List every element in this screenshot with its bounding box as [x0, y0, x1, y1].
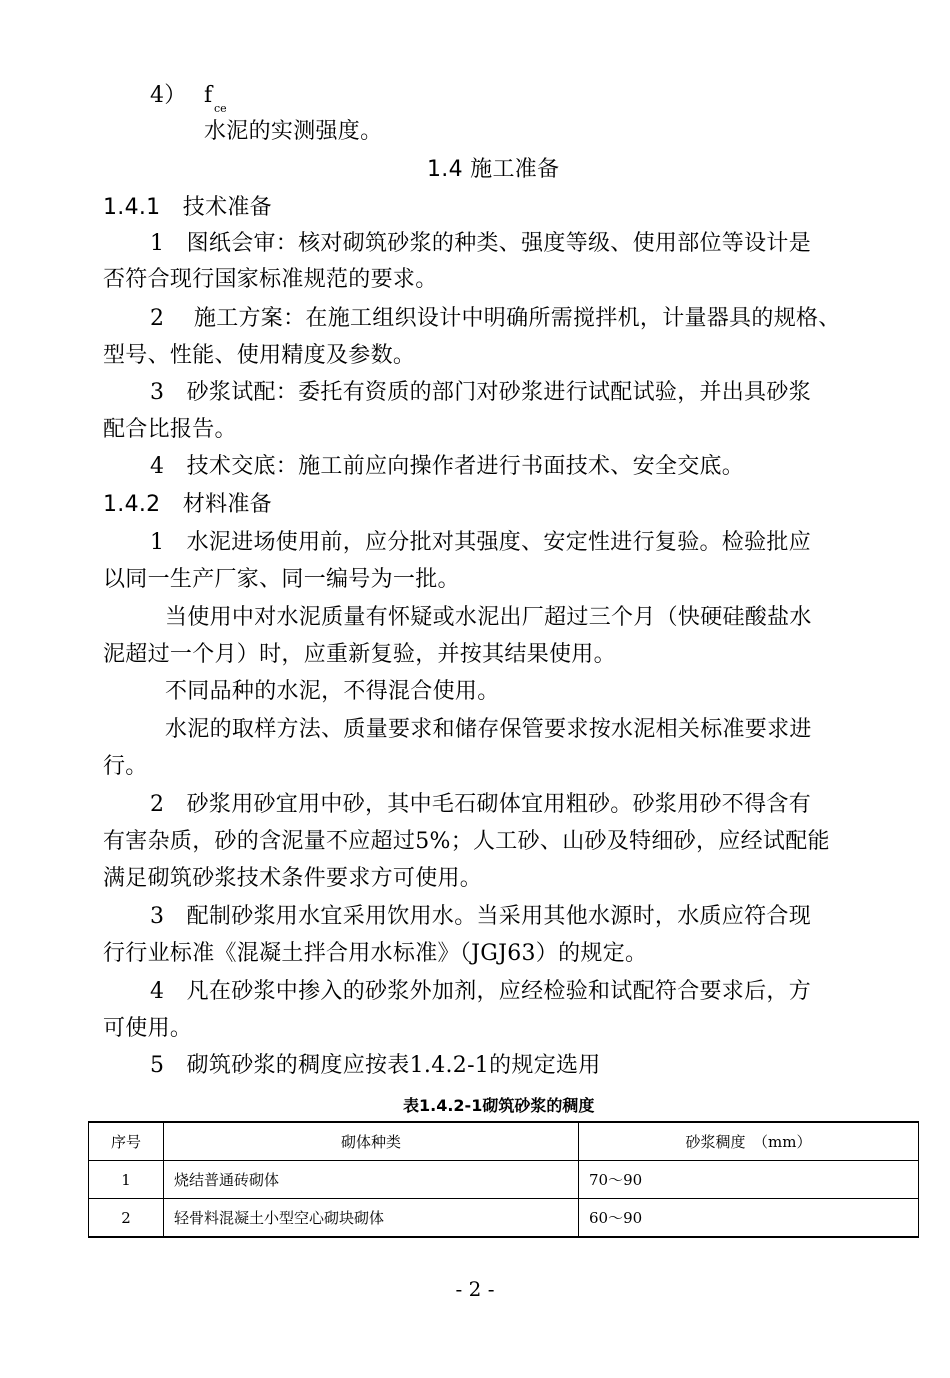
paragraph-line: 1 图纸会审：核对砌筑砂浆的种类、强度等级、使用部位等设计是: [150, 231, 811, 256]
cell-masonry-type: 烧结普通砖砌体: [164, 1161, 579, 1199]
paragraph-line: 型号、性能、使用精度及参数。: [103, 343, 416, 368]
table-row: [89, 1161, 919, 1199]
paragraph-line: 5 砌筑砂浆的稠度应按表1.4.2-1的规定选用: [150, 1053, 601, 1078]
paragraph-line: 可使用。: [103, 1016, 193, 1041]
paragraph-line: 水泥的取样方法、质量要求和储存保管要求按水泥相关标准要求进: [165, 717, 812, 742]
column-header-no: 序号: [89, 1122, 164, 1161]
paragraph-line: 配合比报告。: [103, 417, 237, 442]
list-marker: 4）: [150, 83, 187, 108]
formula-description: 水泥的实测强度。: [204, 119, 383, 144]
paragraph-line: 行。: [103, 754, 148, 779]
paragraph-line: 否符合现行国家标准规范的要求。: [103, 267, 438, 292]
paragraph-line: 行行业标准《混凝土拌合用水标准》（JGJ63）的规定。: [103, 941, 648, 966]
cell-no: 1: [89, 1161, 164, 1199]
subsection-heading-1-4-1: 1.4.1 技术准备: [103, 195, 272, 220]
column-header-consistency: 砂浆稠度 （mm）: [579, 1122, 919, 1161]
paragraph-line: 3 配制砂浆用水宜采用饮用水。当采用其他水源时，水质应符合现: [150, 904, 811, 929]
cell-no: 2: [89, 1199, 164, 1238]
paragraph-line: 2 施工方案：在施工组织设计中明确所需搅拌机，计量器具的规格、: [150, 306, 841, 331]
cell-consistency: 60～90: [579, 1199, 919, 1238]
page-number: - 2 -: [455, 1277, 495, 1301]
cell-consistency: 70～90: [579, 1161, 919, 1199]
paragraph-line: 以同一生产厂家、同一编号为一批。: [103, 567, 460, 592]
paragraph-line: 3 砂浆试配：委托有资质的部门对砂浆进行试配试验，并出具砂浆: [150, 380, 811, 405]
mortar-consistency-table: [88, 1121, 919, 1238]
table-header-row: [89, 1122, 919, 1161]
table-row: [89, 1199, 919, 1238]
formula-subscript: ce: [214, 102, 227, 115]
paragraph-line: 4 技术交底：施工前应向操作者进行书面技术、安全交底。: [150, 454, 745, 479]
paragraph-line: 满足砌筑砂浆技术条件要求方可使用。: [103, 866, 483, 891]
formula-symbol: f: [204, 83, 213, 108]
table-caption: 表1.4.2-1砌筑砂浆的稠度: [403, 1096, 595, 1115]
cell-masonry-type: 轻骨料混凝土小型空心砌块砌体: [164, 1199, 579, 1238]
paragraph-line: 当使用中对水泥质量有怀疑或水泥出厂超过三个月（快硬硅酸盐水: [165, 605, 812, 630]
paragraph-line: 1 水泥进场使用前，应分批对其强度、安定性进行复验。检验批应: [150, 530, 811, 555]
paragraph-line: 泥超过一个月）时，应重新复验，并按其结果使用。: [103, 642, 616, 667]
subsection-heading-1-4-2: 1.4.2 材料准备: [103, 492, 272, 517]
column-header-masonry-type: 砌体种类: [164, 1122, 579, 1161]
paragraph-line: 有害杂质，砂的含泥量不应超过5%；人工砂、山砂及特细砂，应经试配能: [103, 829, 830, 854]
section-title: 1.4 施工准备: [427, 157, 560, 182]
paragraph-line: 4 凡在砂浆中掺入的砂浆外加剂，应经检验和试配符合要求后，方: [150, 979, 811, 1004]
paragraph-line: 不同品种的水泥，不得混合使用。: [165, 679, 500, 704]
paragraph-line: 2 砂浆用砂宜用中砂，其中毛石砌体宜用粗砂。砂浆用砂不得含有: [150, 792, 811, 817]
